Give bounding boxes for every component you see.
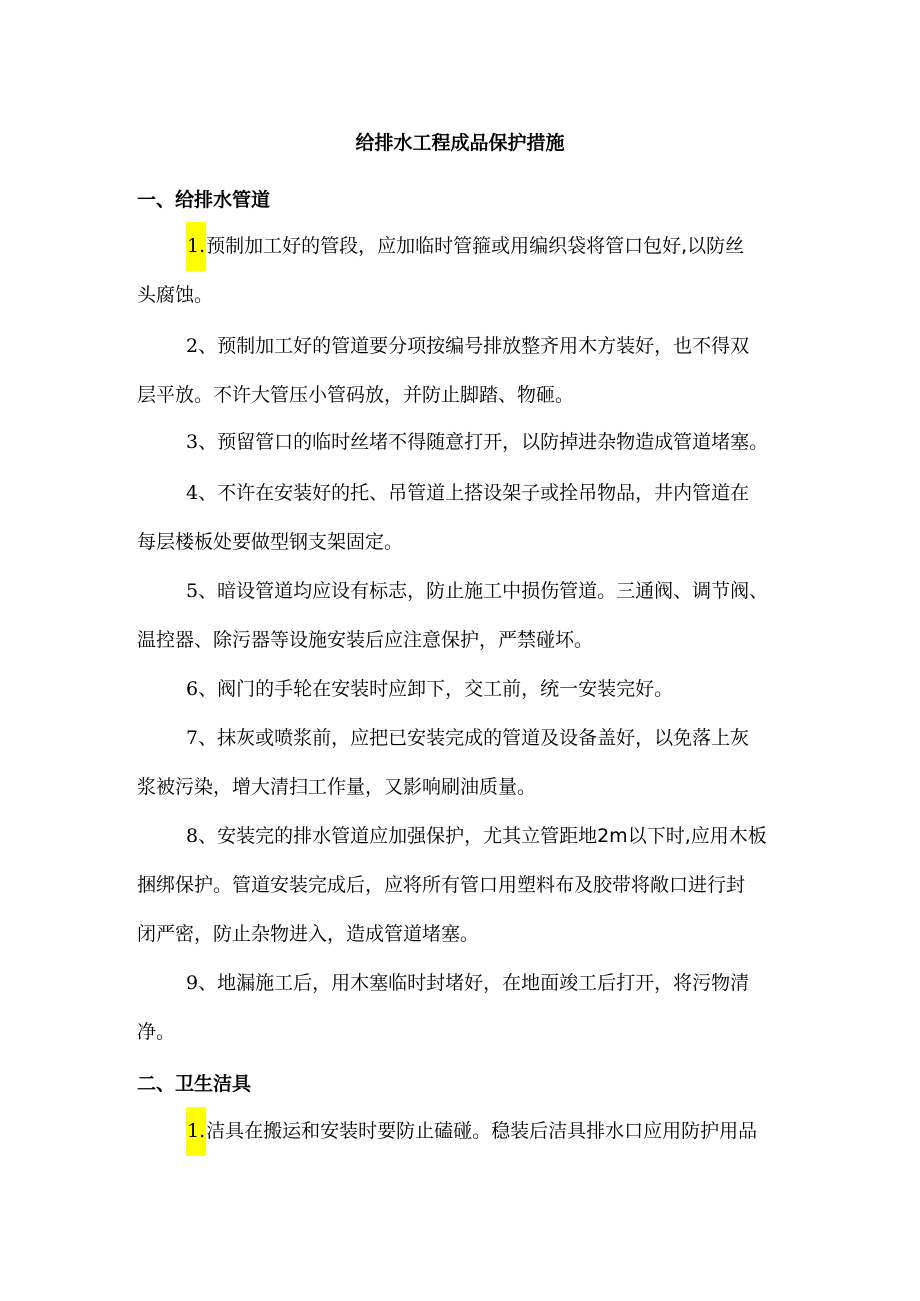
section-heading-sanitary: 二、卫生洁具 [137,1073,252,1095]
paragraph-item-9 [137,959,797,1057]
paragraph-text: 阀门的手轮在安装时应卸下，交工前，统一安装完好。 [217,678,674,700]
item-number: 3、 [186,431,218,453]
paragraph-line [137,418,797,467]
paragraph-text: 不许在安装好的托、吊管道上搭设架子或拴吊物品，井内管道在 [217,482,750,504]
item-number: 6、 [186,678,218,700]
paragraph-line [137,469,797,518]
paragraph-line [137,665,797,714]
paragraph-text: 预留管口的临时丝堵不得随意打开，以防掉进杂物造成管道堵塞。 [217,431,769,453]
item-number: 2、 [186,335,218,357]
paragraph-text: 地漏施工后，用木塞临时封堵好，在地面竣工后打开，将污物清 [217,972,750,994]
section-heading-pipes: 一、给排水管道 [137,189,271,211]
item-number-highlighted: 1. [186,1107,206,1156]
paragraph-line: 头腐蚀。 [137,284,214,306]
paragraph-item-5 [137,567,797,665]
paragraph-line [137,714,797,763]
item-number: 5、 [186,580,218,602]
paragraph-line [137,222,797,271]
paragraph-line: 捆绑保护。管道安装完成后，应将所有管口用塑料布及胶带将敞口进行封 [137,874,746,896]
paragraph-line [137,322,797,371]
paragraph-line: 净。 [137,1021,176,1043]
document-title: 给排水工程成品保护措施 [355,132,565,154]
paragraph-item-sanitary-1 [137,1107,797,1156]
item-number: 4、 [186,482,218,504]
paragraph-line: 闭严密，防止杂物进入，造成管道堵塞。 [137,923,480,945]
paragraph-line: 浆被污染，增大清扫工作量，又影响刷油质量。 [137,776,537,798]
paragraph-item-4 [137,469,797,567]
item-number: 7、 [186,727,218,749]
paragraph-text: 洁具在搬运和安装时要防止磕碰。稳装后洁具排水口应用防护用品 [206,1120,758,1142]
paragraph-text: 安装完的排水管道应加强保护，尤其立管距地2m以下时,应用木板 [217,825,767,847]
paragraph-item-2 [137,322,797,420]
paragraph-text: 预制加工好的管段，应加临时管箍或用编织袋将管口包好,以防丝 [206,235,745,257]
paragraph-text: 预制加工好的管道要分项按编号排放整齐用木方装好，也不得双 [217,335,750,357]
paragraph-line: 温控器、除污器等设施安装后应注意保护，严禁碰坏。 [137,629,594,651]
paragraph-line: 每层楼板处要做型钢支架固定。 [137,531,404,553]
paragraph-line: 层平放。不许大管压小管码放，并防止脚踏、物砸。 [137,384,575,406]
paragraph-item-7 [137,714,797,812]
item-number: 8、 [186,825,218,847]
paragraph-item-3 [137,418,797,467]
paragraph-item-1 [137,222,797,320]
paragraph-item-6 [137,665,797,714]
item-number-highlighted: 1. [186,222,206,271]
paragraph-item-8 [137,812,797,959]
paragraph-line [137,959,797,1008]
paragraph-line [137,812,797,861]
paragraph-text: 抹灰或喷浆前，应把已安装完成的管道及设备盖好，以免落上灰 [217,727,750,749]
paragraph-text: 暗设管道均应设有标志，防止施工中损伤管道。三通阀、调节阀、 [217,580,769,602]
paragraph-line [137,567,797,616]
paragraph-line [137,1107,797,1156]
item-number: 9、 [186,972,218,994]
